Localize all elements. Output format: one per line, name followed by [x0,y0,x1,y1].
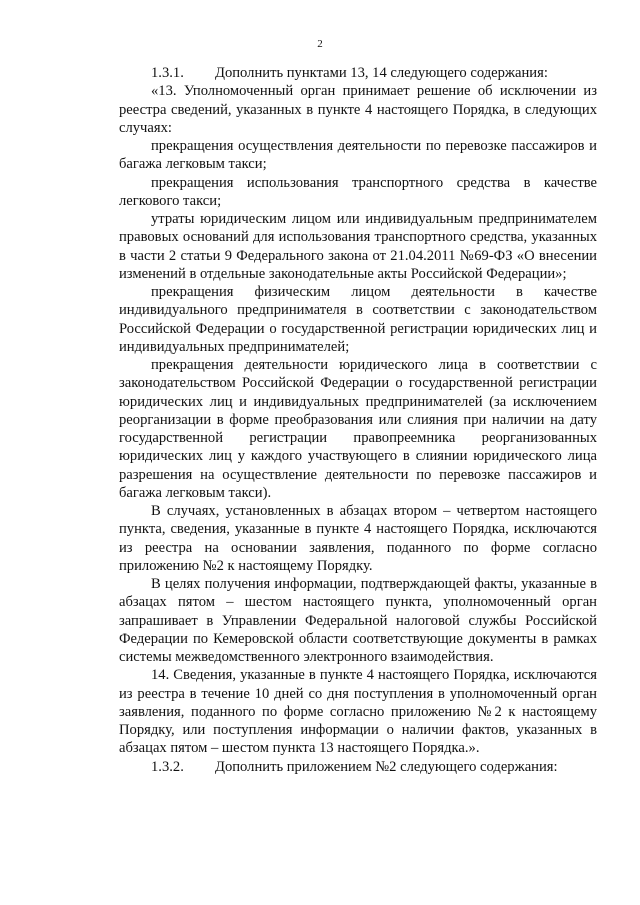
item-number: 1.3.1. [151,65,184,81]
paragraph-case-5: прекращения деятельности юридического лица в соответствии с законодательством Российской Федерации о государственной регистрации юридических лиц и индивидуальных предпринимателей (за исключением реорганизации в форме преобразования или слияния при наличии на дату государственной регистрации правопреемника реорганизованных юридических лиц у каждого участвующего в слиянии юридического лица разрешения на осуществление деятельности по перевозке пассажиров и багажа легковым такси). [119,357,597,501]
document-body [119,64,597,776]
paragraph-14: 14. Сведения, указанные в пункте 4 настоящего Порядка, исключаются из реестра в течение 10 дней со дня поступления в уполномоченный орган заявления, поданного по форме согласно приложению №2 к настоящему Порядку, или поступления информации о наличии фактов, указанных в абзацах пятом – шестом пункта 13 настоящего Порядка.». [119,667,597,757]
paragraph-case-2: прекращения использования транспортного средства в качестве легкового такси; [119,174,597,209]
paragraph-case-3: утраты юридическим лицом или индивидуальным предпринимателем правовых оснований для использования транспортного средства, указанных в части 2 статьи 9 Федерального закона от 21.04.2011 №69-ФЗ «О внесении изменений в отдельные законодательные акты Российской Федерации»; [119,211,597,282]
paragraph-information: В целях получения информации, подтверждающей факты, указанные в абзацах пятом – шестом настоящего пункта, уполномоченный орган запрашивает в Управлении Федеральной налоговой службы Российской Федерации по Кемеровской области соответствующие документы в рамках системы межведомственного электронного взаимодействия. [119,576,597,665]
paragraph-13-intro: «13. Уполномоченный орган принимает решение об исключении из реестра сведений, указанных в пункте 4 настоящего Порядка, в следующих случаях: [119,83,597,136]
page-number: 2 [317,38,323,50]
item-1-3-1 [119,64,597,82]
item-1-3-2 [119,758,597,776]
paragraph-application: В случаях, установленных в абзацах втором – четвертом настоящего пункта, сведения, указанные в пункте 4 настоящего Порядка, исключаются из реестра на основании заявления, поданного по форме согласно приложению №2 к настоящему Порядку. [119,503,597,574]
item-text: Дополнить пунктами 13, 14 следующего содержания: [215,65,548,81]
paragraph-case-4: прекращения физическим лицом деятельности в качестве индивидуального предпринимателя в соответствии с законодательством Российской Федерации о государственной регистрации юридических лиц и индивидуальных предпринимателей; [119,284,597,355]
item-text: Дополнить приложением №2 следующего содержания: [215,758,558,775]
paragraph-case-1: прекращения осуществления деятельности по перевозке пассажиров и багажа легковым такси; [119,138,597,173]
item-number: 1.3.2. [151,758,184,775]
